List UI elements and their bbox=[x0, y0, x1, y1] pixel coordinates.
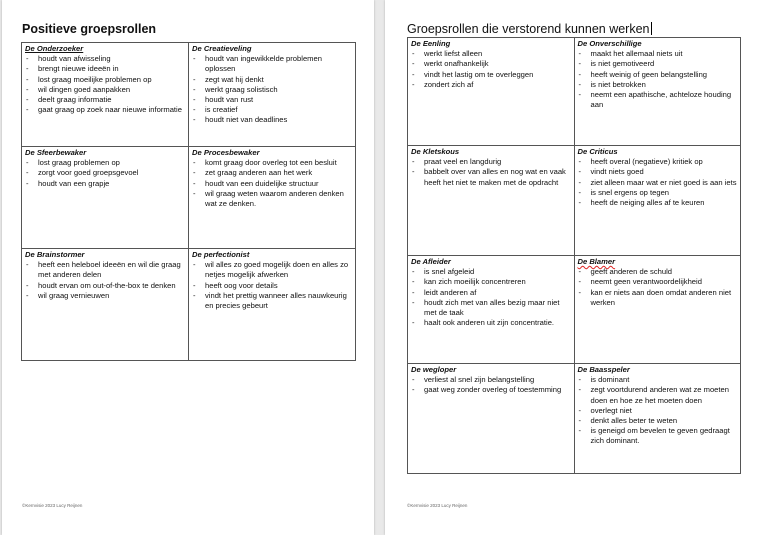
role-title: De Sfeerbewaker bbox=[25, 148, 87, 157]
trait-item: - lost graag problemen op bbox=[25, 158, 185, 168]
page-left bbox=[2, 0, 374, 535]
trait-list bbox=[578, 157, 738, 208]
trait-item: - houdt van rust bbox=[192, 95, 352, 105]
role-cell bbox=[574, 364, 741, 474]
positive-roles-table bbox=[21, 42, 356, 361]
trait-item: - zet graag anderen aan het werk bbox=[192, 168, 352, 178]
role-title: De wegloper bbox=[411, 365, 457, 374]
trait-item: - gaat weg zonder overleg of toestemming bbox=[411, 385, 571, 395]
trait-item: - heeft overal (negatieve) kritiek op bbox=[578, 157, 738, 167]
role-cell bbox=[22, 43, 189, 147]
trait-item: - lost graag moeilijke problemen op bbox=[25, 75, 185, 85]
footer-copyright: ©Kernvisie 2023 Lucy Reijnen bbox=[407, 503, 468, 508]
trait-item: - neemt een apathische, achteloze houding aan bbox=[578, 90, 738, 110]
role-cell bbox=[408, 146, 575, 256]
footer-copyright: ©Kernvisie 2023 Lucy Reijnen bbox=[22, 503, 83, 508]
trait-item: - denkt alles beter te weten bbox=[578, 416, 738, 426]
trait-list bbox=[411, 49, 571, 90]
trait-item: - kan zich moeilijk concentreren bbox=[411, 277, 571, 287]
role-cell bbox=[189, 43, 356, 147]
trait-item: - brengt nieuwe ideeën in bbox=[25, 64, 185, 74]
trait-item: - vindt het lastig om te overleggen bbox=[411, 70, 571, 80]
role-title: De Creatieveling bbox=[192, 44, 252, 53]
trait-item: - houdt niet van deadlines bbox=[192, 115, 352, 125]
trait-item: - vindt het prettig wanneer alles nauwkeurig en precies gebeurt bbox=[192, 291, 352, 311]
page-title bbox=[407, 22, 652, 36]
trait-item: - houdt zich met van alles bezig maar niet met de taak bbox=[411, 298, 571, 318]
trait-item: - werkt liefst alleen bbox=[411, 49, 571, 59]
trait-item: - zegt voortdurend anderen wat ze moeten doen en hoe ze het moeten doen bbox=[578, 385, 738, 405]
trait-item: - heeft oog voor details bbox=[192, 281, 352, 291]
trait-item: - is creatief bbox=[192, 105, 352, 115]
trait-item: - ziet alleen maar wat er niet goed is aan iets bbox=[578, 178, 738, 188]
role-cell bbox=[574, 38, 741, 146]
disruptive-roles-table bbox=[407, 37, 741, 474]
role-title: De Afleider bbox=[411, 257, 451, 266]
trait-item: - deelt graag informatie bbox=[25, 95, 185, 105]
trait-list bbox=[192, 54, 352, 125]
trait-item: - kan er niets aan doen omdat anderen niet werken bbox=[578, 288, 738, 308]
trait-list bbox=[411, 267, 571, 328]
role-cell bbox=[189, 249, 356, 361]
trait-item: - is niet betrokken bbox=[578, 80, 738, 90]
trait-item: - maakt het allemaal niets uit bbox=[578, 49, 738, 59]
trait-item: - haalt ook anderen uit zijn concentratie. bbox=[411, 318, 571, 328]
trait-item: - vindt niets goed bbox=[578, 167, 738, 177]
role-title: De Onverschillige bbox=[577, 39, 642, 48]
trait-list bbox=[578, 267, 738, 308]
trait-list bbox=[411, 375, 571, 395]
trait-item: - werkt onafhankelijk bbox=[411, 59, 571, 69]
trait-item: - overlegt niet bbox=[578, 406, 738, 416]
trait-item: - heeft de neiging alles af te keuren bbox=[578, 198, 738, 208]
role-title: De Brainstormer bbox=[25, 250, 85, 259]
trait-item: - wil dingen goed aanpakken bbox=[25, 85, 185, 95]
trait-list bbox=[192, 260, 352, 311]
trait-list bbox=[192, 158, 352, 209]
trait-list bbox=[25, 260, 185, 301]
trait-item: - houdt van ingewikkelde problemen oplossen bbox=[192, 54, 352, 74]
trait-item: - werkt graag solistisch bbox=[192, 85, 352, 95]
role-title: De Criticus bbox=[577, 147, 618, 156]
trait-item: - houdt van een duidelijke structuur bbox=[192, 179, 352, 189]
trait-item: - zorgt voor goed groepsgevoel bbox=[25, 168, 185, 178]
trait-list bbox=[25, 54, 185, 115]
role-cell bbox=[574, 256, 741, 364]
role-cell bbox=[22, 147, 189, 249]
trait-item: - praat veel en langdurig bbox=[411, 157, 571, 167]
trait-item: - is geneigd om bevelen te geven gedraagt zich dominant. bbox=[578, 426, 738, 446]
trait-item: - leidt anderen af bbox=[411, 288, 571, 298]
role-cell bbox=[189, 147, 356, 249]
role-title: De Blamer bbox=[577, 257, 616, 266]
trait-item: - zondert zich af bbox=[411, 80, 571, 90]
trait-list bbox=[578, 49, 738, 110]
role-cell bbox=[22, 249, 189, 361]
trait-item: - houdt ervan om out-of-the-box te denken bbox=[25, 281, 185, 291]
trait-item: - wil graag weten waarom anderen denken wat ze denken. bbox=[192, 189, 352, 209]
trait-item: - is snel afgeleid bbox=[411, 267, 571, 277]
page-title-text: Groepsrollen die verstorend kunnen werken bbox=[407, 22, 650, 36]
trait-list bbox=[25, 158, 185, 189]
role-cell bbox=[408, 256, 575, 364]
role-title: De Baasspeler bbox=[577, 365, 630, 374]
trait-item: - houdt van een grapje bbox=[25, 179, 185, 189]
role-title: De Procesbewaker bbox=[192, 148, 260, 157]
trait-item: - is snel ergens op tegen bbox=[578, 188, 738, 198]
trait-item: - is niet gemotiveerd bbox=[578, 59, 738, 69]
trait-item: - houdt van afwisseling bbox=[25, 54, 185, 64]
trait-item: - geeft anderen de schuld bbox=[578, 267, 738, 277]
trait-item: - is dominant bbox=[578, 375, 738, 385]
trait-item: - heeft weinig of geen belangstelling bbox=[578, 70, 738, 80]
trait-item: - verliest al snel zijn belangstelling bbox=[411, 375, 571, 385]
trait-item: - heeft een heleboel ideeën en wil die graag met anderen delen bbox=[25, 260, 185, 280]
trait-item: - wil graag vernieuwen bbox=[25, 291, 185, 301]
role-title: De perfectionist bbox=[192, 250, 250, 259]
page-right bbox=[385, 0, 768, 535]
role-title: De Kletskous bbox=[411, 147, 460, 156]
role-cell bbox=[574, 146, 741, 256]
page-title: Positieve groepsrollen bbox=[22, 22, 157, 36]
trait-item: - gaat graag op zoek naar nieuwe informatie bbox=[25, 105, 185, 115]
trait-item: - babbelt over van alles en nog wat en vaak heeft het niet te maken met de opdracht bbox=[411, 167, 571, 187]
role-cell bbox=[408, 364, 575, 474]
trait-item: - komt graag door overleg tot een besluit bbox=[192, 158, 352, 168]
trait-item: - zegt wat hij denkt bbox=[192, 75, 352, 85]
role-cell bbox=[408, 38, 575, 146]
trait-list bbox=[411, 157, 571, 188]
trait-item: - wil alles zo goed mogelijk doen en alles zo netjes mogelijk afwerken bbox=[192, 260, 352, 280]
text-cursor bbox=[651, 22, 652, 35]
role-title: De Onderzoeker bbox=[25, 44, 84, 53]
trait-item: - neemt geen verantwoordelijkheid bbox=[578, 277, 738, 287]
trait-list bbox=[578, 375, 738, 446]
role-title: De Eenling bbox=[411, 39, 451, 48]
